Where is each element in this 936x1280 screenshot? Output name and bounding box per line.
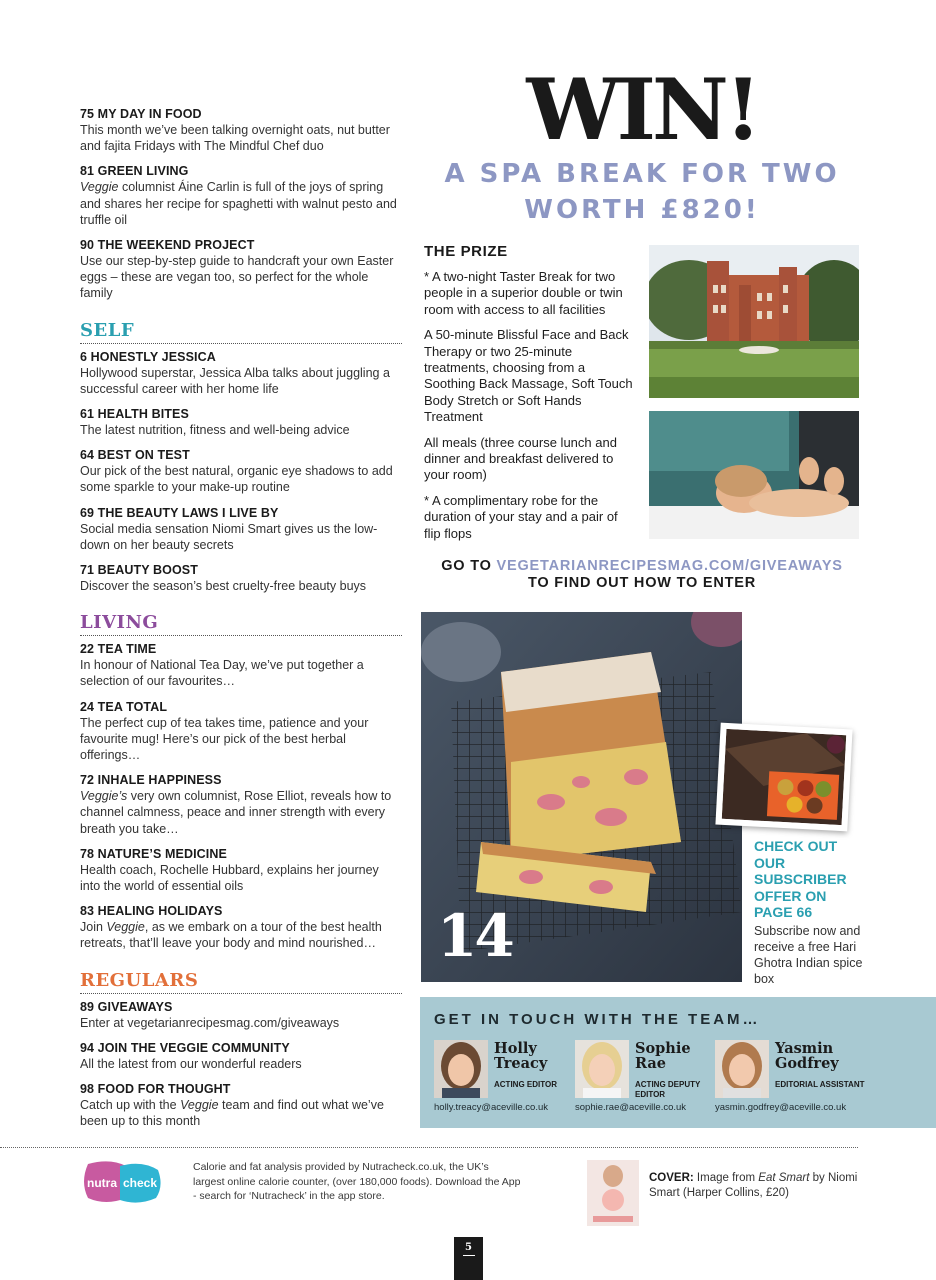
entry-description: The latest nutrition, fitness and well-being advice bbox=[80, 423, 350, 438]
prize-item: * A complimentary robe for the duration of your stay and a pair of flip flops bbox=[424, 492, 618, 541]
goto-prefix: GO TO bbox=[441, 558, 497, 574]
team-member-email[interactable]: sophie.rae@aceville.co.uk bbox=[575, 1102, 687, 1113]
contents-entry[interactable] bbox=[80, 448, 402, 495]
entry-description bbox=[80, 788, 402, 837]
contents-entry[interactable] bbox=[80, 642, 402, 689]
avatar bbox=[575, 1040, 629, 1098]
entry-title: 83 HEALING HOLIDAYS bbox=[80, 904, 223, 919]
entry-description bbox=[80, 919, 402, 951]
magazine-name: Veggie bbox=[180, 1098, 219, 1113]
entry-description-text: , as we embark on a tour of the best health retreats, that’ll leave your body and mind nourished… bbox=[80, 920, 382, 951]
entry-title: 78 NATURE’S MEDICINE bbox=[80, 846, 227, 861]
nutra-logo-left: nutra bbox=[87, 1176, 117, 1190]
book-title: Eat Smart bbox=[758, 1172, 810, 1184]
entry-description: The perfect cup of tea takes time, patience and your favourite mug! Here’s our pick of the best herbal offerings… bbox=[80, 715, 369, 763]
entry-description: Use our step-by-step guide to handcraft your own Easter eggs – these are vegan too, so perfect for the whole family bbox=[80, 254, 394, 301]
entry-title: 69 THE BEAUTY LAWS I LIVE BY bbox=[80, 505, 279, 520]
prize-item: All meals (three course lunch and dinner and breakfast delivered to your room) bbox=[424, 434, 617, 483]
contents-entry[interactable] bbox=[80, 1082, 402, 1129]
entry-description-text: Catch up with the bbox=[80, 1098, 181, 1113]
cover-book-thumbnail bbox=[587, 1160, 639, 1226]
giveaway-call-to-action bbox=[420, 558, 864, 592]
team-member-name bbox=[775, 1042, 865, 1071]
page-reference-number: 14 bbox=[437, 902, 512, 970]
cover-credit-text: Image from bbox=[693, 1172, 759, 1184]
team-contact-panel bbox=[420, 997, 936, 1128]
entry-description: Social media sensation Niomi Smart gives us the low-down on her beauty secrets bbox=[80, 521, 378, 552]
entry-title: 61 HEALTH BITES bbox=[80, 407, 189, 422]
first-name: Holly bbox=[494, 1040, 537, 1057]
entry-description: Discover the season’s best cruelty-free beauty buys bbox=[80, 579, 367, 594]
magazine-name: Veggie bbox=[106, 920, 145, 935]
win-subtitle-line: A SPA BREAK FOR TWO bbox=[444, 159, 840, 189]
team-member-role: ACTING EDITOR bbox=[494, 1080, 557, 1089]
entry-description: Enter at vegetarianrecipesmag.com/giveaways bbox=[80, 1015, 340, 1030]
entry-title: 71 BEAUTY BOOST bbox=[80, 563, 198, 578]
first-name: Yasmin bbox=[775, 1040, 834, 1057]
prize-details bbox=[424, 243, 634, 551]
team-heading: GET IN TOUCH WITH THE TEAM… bbox=[434, 1011, 761, 1028]
entry-description bbox=[80, 1097, 402, 1129]
nutrition-credit: Calorie and fat analysis provided by Nutracheck.co.uk, the UK’s largest online calorie counter, (over 180,000 foods). Download the App - search for ‘Nutracheck’ in the app store. bbox=[193, 1161, 521, 1202]
section-heading-self: SELF bbox=[80, 320, 402, 344]
prize-item: * A two-night Taster Break for two people in a superior double or twin room with access to all facilities bbox=[424, 269, 623, 317]
contents-entry[interactable] bbox=[80, 164, 402, 228]
cover-credit bbox=[649, 1171, 869, 1201]
contents-entry[interactable] bbox=[80, 700, 402, 764]
section-heading-living: LIVING bbox=[80, 612, 402, 636]
entry-title: 22 TEA TIME bbox=[80, 642, 157, 657]
team-member-role: ACTING DEPUTY EDITOR bbox=[635, 1080, 701, 1099]
entry-description: Health coach, Rochelle Hubbard, explains her journey into the world of essential oils bbox=[80, 862, 379, 894]
goto-line2: TO FIND OUT HOW TO ENTER bbox=[527, 575, 757, 591]
entry-title: 90 THE WEEKEND PROJECT bbox=[80, 238, 255, 253]
contents-entry[interactable] bbox=[80, 904, 402, 951]
prize-item: A 50-minute Blissful Face and Back Therapy or two 25-minute treatments, choosing from a Soothing Back Massage, Soft Touch Body Stretch or Soft Hands Treatment bbox=[424, 327, 633, 425]
page-number-tab bbox=[454, 1237, 483, 1280]
contents-entry[interactable] bbox=[80, 238, 402, 302]
entry-title: 81 GREEN LIVING bbox=[80, 164, 189, 179]
entry-title: 6 HONESTLY JESSICA bbox=[80, 349, 216, 364]
magazine-name: Veggie’s bbox=[80, 789, 128, 804]
nutracheck-logo[interactable] bbox=[80, 1158, 162, 1206]
contents-entry[interactable] bbox=[80, 1000, 402, 1031]
contents-column bbox=[80, 107, 402, 1140]
team-member-email[interactable]: holly.treacy@aceville.co.uk bbox=[434, 1102, 549, 1113]
page-number-rule bbox=[463, 1255, 475, 1256]
last-name: Treacy bbox=[494, 1054, 548, 1072]
entry-description: All the latest from our wonderful readers bbox=[80, 1056, 302, 1071]
entry-description-text: team and find out what we’ve been up to this month bbox=[80, 1098, 384, 1129]
magazine-name: Veggie bbox=[80, 180, 119, 195]
entry-title: 89 GIVEAWAYS bbox=[80, 999, 173, 1014]
team-member-name bbox=[494, 1042, 584, 1071]
cover-credit-text: by Niomi Smart (Harper Collins, £20) bbox=[649, 1172, 858, 1199]
page-number: 5 bbox=[465, 1242, 472, 1253]
spice-box-photo[interactable] bbox=[715, 723, 852, 832]
entry-title: 72 INHALE HAPPINESS bbox=[80, 773, 222, 788]
entry-description bbox=[80, 179, 402, 228]
contents-entry[interactable] bbox=[80, 563, 402, 594]
prize-heading: THE PRIZE bbox=[424, 243, 508, 260]
subscriber-offer[interactable] bbox=[754, 838, 864, 987]
first-name: Sophie bbox=[635, 1040, 691, 1057]
team-member-name bbox=[635, 1042, 725, 1071]
entry-description: This month we’ve been talking overnight oats, nut butter and fajita Fridays with The Mindful Chef duo bbox=[80, 123, 390, 154]
entry-title: 75 MY DAY IN FOOD bbox=[80, 107, 202, 121]
win-headline: WIN! bbox=[526, 60, 758, 159]
cover-label: COVER: bbox=[649, 1172, 694, 1184]
win-subtitle bbox=[420, 156, 864, 228]
entry-description: Hollywood superstar, Jessica Alba talks about juggling a successful career with her home life bbox=[80, 365, 390, 396]
contents-entry[interactable] bbox=[80, 1041, 402, 1072]
entry-description: Our pick of the best natural, organic eye shadows to add some sparkle to your make-up routine bbox=[80, 464, 393, 495]
entry-title: 94 JOIN THE VEGGIE COMMUNITY bbox=[80, 1040, 290, 1055]
team-member-role: EDITORIAL ASSISTANT bbox=[775, 1080, 865, 1089]
last-name: Rae bbox=[635, 1054, 667, 1072]
spa-massage-photo bbox=[649, 411, 859, 539]
contents-entry[interactable] bbox=[80, 350, 402, 397]
entry-title: 24 TEA TOTAL bbox=[80, 699, 168, 714]
cake-photo[interactable] bbox=[421, 612, 742, 982]
contents-entry[interactable] bbox=[80, 506, 402, 553]
subscriber-heading: CHECK OUT OUR SUBSCRIBER OFFER ON PAGE 66 bbox=[754, 838, 847, 920]
contents-entry[interactable] bbox=[80, 107, 402, 154]
entry-description-text: very own columnist, Rose Elliot, reveals how to channel calmness, peace and inner strength with every breath you take… bbox=[80, 789, 392, 836]
hotel-photo bbox=[649, 245, 859, 398]
contents-entry[interactable] bbox=[80, 407, 402, 438]
avatar bbox=[434, 1040, 488, 1098]
team-member-email[interactable]: yasmin.godfrey@aceville.co.uk bbox=[715, 1102, 847, 1113]
section-heading-regulars: REGULARS bbox=[80, 970, 402, 994]
win-subtitle-line: WORTH £820! bbox=[524, 195, 760, 225]
entry-description-text: columnist Áine Carlin is full of the joys of spring and shares her recipe for spaghetti with walnut pesto and truffle oil bbox=[80, 180, 397, 227]
entry-title: 64 BEST ON TEST bbox=[80, 448, 190, 463]
entry-description-text: Join bbox=[80, 920, 107, 935]
giveaway-link[interactable]: VEGETARIANRECIPESMAG.COM/GIVEAWAYS bbox=[496, 558, 843, 574]
entry-description: In honour of National Tea Day, we’ve put together a selection of our favourites… bbox=[80, 658, 364, 689]
contents-entry[interactable] bbox=[80, 773, 402, 837]
nutra-logo-right: check bbox=[122, 1176, 158, 1190]
subscriber-description: Subscribe now and receive a free Hari Ghotra Indian spice box bbox=[754, 923, 863, 987]
last-name: Godfrey bbox=[775, 1054, 839, 1072]
entry-title: 98 FOOD FOR THOUGHT bbox=[80, 1082, 231, 1097]
footer-divider bbox=[0, 1147, 858, 1148]
contents-entry[interactable] bbox=[80, 847, 402, 894]
avatar bbox=[715, 1040, 769, 1098]
